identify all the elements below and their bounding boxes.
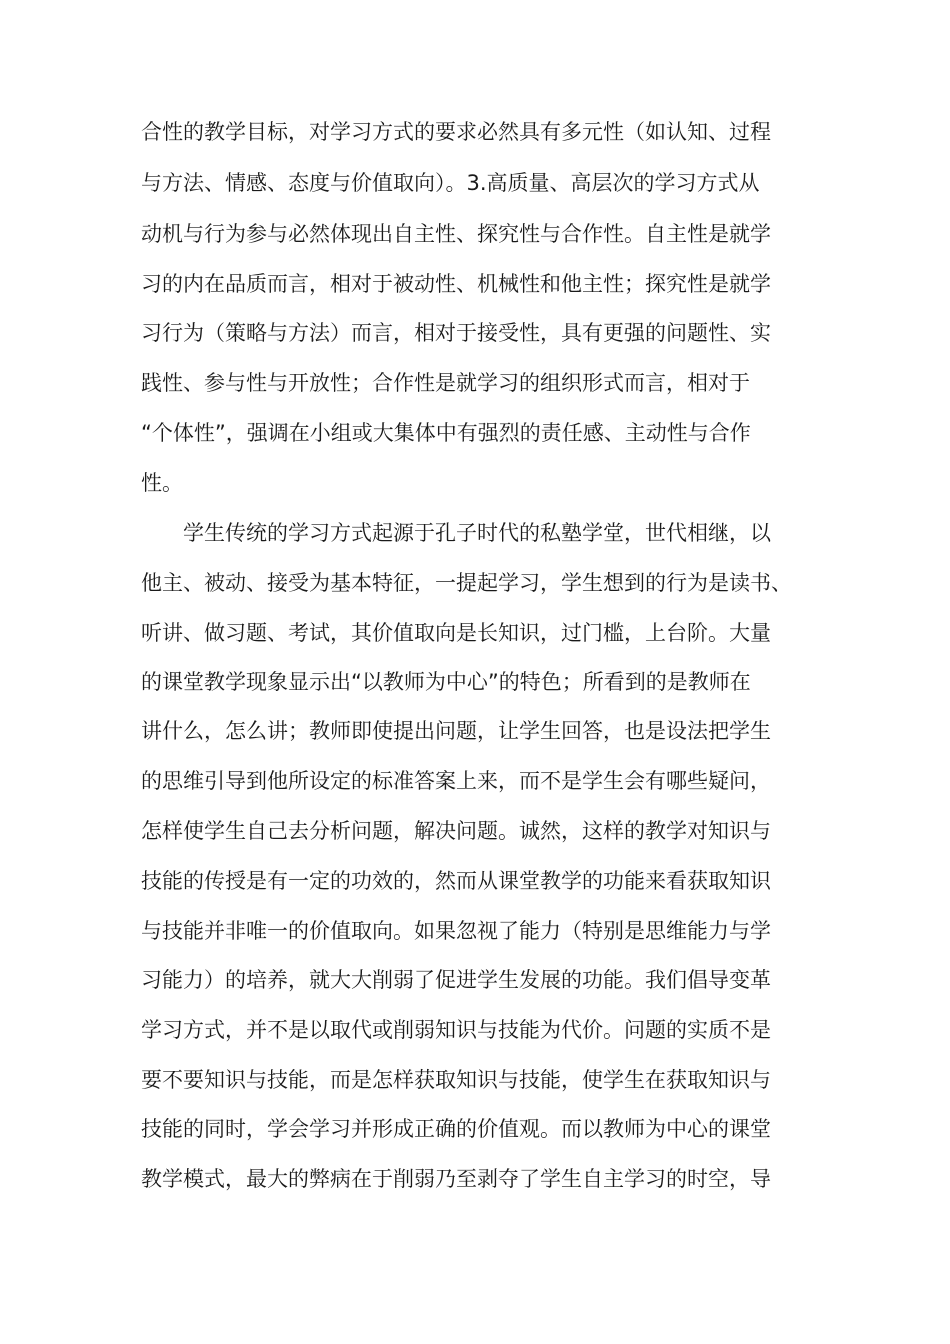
paragraph-1-line-5: 习行为（策略与方法）而言，相对于接受性，具有更强的问题性、实 bbox=[141, 321, 771, 345]
paragraph-2-line-8: 技能的传授是有一定的功效的，然而从课堂教学的功能来看获取知识 bbox=[141, 869, 771, 893]
paragraph-2-line-2: 他主、被动、接受为基本特征，一提起学习，学生想到的行为是读书、 bbox=[141, 571, 792, 595]
paragraph-1-line-7: “个体性”，强调在小组或大集体中有强烈的责任感、主动性与合作 bbox=[141, 421, 751, 445]
paragraph-1-line-8: 性。 bbox=[141, 471, 183, 495]
paragraph-2-line-10: 习能力）的培养，就大大削弱了促进学生发展的功能。我们倡导变革 bbox=[141, 968, 771, 992]
paragraph-2-line-14: 教学模式，最大的弊病在于削弱乃至剥夺了学生自主学习的时空，导 bbox=[141, 1167, 771, 1191]
paragraph-1-line-2: 与方法、情感、态度与价值取向）。3.高质量、高层次的学习方式从 bbox=[141, 171, 760, 195]
paragraph-2-line-3: 听讲、做习题、考试，其价值取向是长知识，过门槛，上台阶。大量 bbox=[141, 621, 771, 645]
paragraph-2-line-11: 学习方式，并不是以取代或削弱知识与技能为代价。问题的实质不是 bbox=[141, 1018, 771, 1042]
paragraph-2-line-1: 学生传统的学习方式起源于孔子时代的私塾学堂，世代相继，以 bbox=[183, 521, 771, 545]
paragraph-1-line-4: 习的内在品质而言，相对于被动性、机械性和他主性；探究性是就学 bbox=[141, 272, 771, 296]
paragraph-2-line-4: 的课堂教学现象显示出“以教师为中心”的特色；所看到的是教师在 bbox=[141, 670, 751, 694]
paragraph-2-line-5: 讲什么，怎么讲；教师即使提出问题，让学生回答，也是设法把学生 bbox=[141, 719, 771, 743]
paragraph-2-line-7: 怎样使学生自己去分析问题，解决问题。诚然，这样的教学对知识与 bbox=[141, 819, 771, 843]
paragraph-1-line-1: 合性的教学目标，对学习方式的要求必然具有多元性（如认知、过程 bbox=[141, 120, 771, 144]
paragraph-1-line-3: 动机与行为参与必然体现出自主性、探究性与合作性。自主性是就学 bbox=[141, 222, 771, 246]
paragraph-2-line-13: 技能的同时，学会学习并形成正确的价值观。而以教师为中心的课堂 bbox=[141, 1117, 771, 1141]
paragraph-2-line-6: 的思维引导到他所设定的标准答案上来，而不是学生会有哪些疑问， bbox=[141, 769, 771, 793]
paragraph-2-line-12: 要不要知识与技能，而是怎样获取知识与技能，使学生在获取知识与 bbox=[141, 1068, 771, 1092]
paragraph-2-line-9: 与技能并非唯一的价值取向。如果忽视了能力（特别是思维能力与学 bbox=[141, 919, 771, 943]
paragraph-1-line-6: 践性、参与性与开放性；合作性是就学习的组织形式而言，相对于 bbox=[141, 371, 750, 395]
